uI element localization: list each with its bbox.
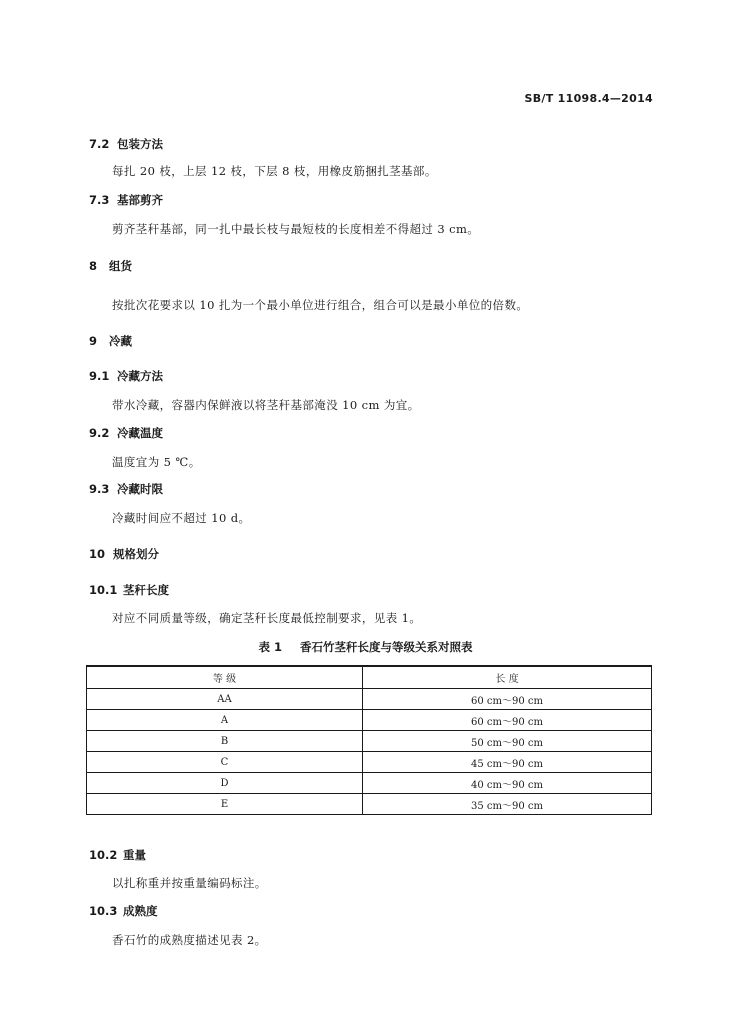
cell-length: 45 cm～90 cm xyxy=(363,752,652,773)
section-number: 9.1 xyxy=(89,369,110,383)
table-caption xyxy=(0,639,731,655)
section-body-9-2: 温度宜为 5 ℃。 xyxy=(112,455,201,469)
cell-grade: A xyxy=(87,710,363,731)
section-title: 组货 xyxy=(109,259,132,273)
section-body-7-2: 每扎 20 枝，上层 12 枝，下层 8 枝，用橡皮筋捆扎茎基部。 xyxy=(112,164,437,178)
section-number: 10.3 xyxy=(89,904,118,918)
section-body-10-2: 以扎称重并按重量编码标注。 xyxy=(112,876,267,890)
cell-grade: C xyxy=(87,752,363,773)
section-title: 冷藏 xyxy=(109,334,132,348)
section-title: 冷藏温度 xyxy=(117,426,163,440)
section-number: 8 xyxy=(89,259,98,273)
section-body-10-1: 对应不同质量等级，确定茎秆长度最低控制要求，见表 1。 xyxy=(112,611,422,625)
cell-length: 40 cm～90 cm xyxy=(363,773,652,794)
table-header-row xyxy=(87,666,652,689)
section-title: 规格划分 xyxy=(113,547,159,561)
table-row xyxy=(87,752,652,773)
section-body-8: 按批次花要求以 10 扎为一个最小单位进行组合，组合可以是最小单位的倍数。 xyxy=(112,298,529,312)
section-heading-10-3 xyxy=(89,903,158,919)
cell-grade: B xyxy=(87,731,363,752)
cell-length: 50 cm～90 cm xyxy=(363,731,652,752)
table-row xyxy=(87,689,652,710)
section-body-9-3: 冷藏时间应不超过 10 d。 xyxy=(112,511,251,525)
section-number: 7.2 xyxy=(89,137,110,151)
section-heading-9-2 xyxy=(89,425,163,441)
section-title: 基部剪齐 xyxy=(117,193,163,207)
standard-code: SB/T 11098.4—2014 xyxy=(524,92,653,105)
section-body-10-3: 香石竹的成熟度描述见表 2。 xyxy=(112,933,267,947)
section-heading-10-2 xyxy=(89,847,146,863)
header-length: 长 度 xyxy=(363,666,652,689)
section-heading-9-3 xyxy=(89,481,163,497)
section-title: 冷藏方法 xyxy=(117,369,163,383)
section-body-7-3: 剪齐茎秆基部，同一扎中最长枝与最短枝的长度相差不得超过 3 cm。 xyxy=(112,222,480,236)
table-row xyxy=(87,710,652,731)
section-number: 10 xyxy=(89,547,106,561)
table-row xyxy=(87,794,652,815)
cell-grade: D xyxy=(87,773,363,794)
table-row xyxy=(87,731,652,752)
section-heading-9 xyxy=(89,333,132,349)
cell-grade: AA xyxy=(87,689,363,710)
grade-length-table xyxy=(86,665,652,815)
section-number: 10.1 xyxy=(89,583,118,597)
section-number: 9.3 xyxy=(89,482,110,496)
cell-length: 60 cm～90 cm xyxy=(363,689,652,710)
section-heading-10 xyxy=(89,546,159,562)
cell-grade: E xyxy=(87,794,363,815)
section-number: 9 xyxy=(89,334,98,348)
section-title: 成熟度 xyxy=(123,904,158,918)
table-caption-label: 表 1 xyxy=(258,640,282,654)
cell-length: 35 cm～90 cm xyxy=(363,794,652,815)
section-heading-9-1 xyxy=(89,368,163,384)
section-number: 10.2 xyxy=(89,848,118,862)
section-title: 包装方法 xyxy=(117,137,163,151)
section-number: 7.3 xyxy=(89,193,110,207)
section-heading-8 xyxy=(89,258,132,274)
section-title: 茎秆长度 xyxy=(123,583,169,597)
section-heading-7-2 xyxy=(89,136,163,152)
section-title: 冷藏时限 xyxy=(117,482,163,496)
table-caption-title: 香石竹茎秆长度与等级关系对照表 xyxy=(300,640,473,654)
section-body-9-1: 带水冷藏，容器内保鲜液以将茎秆基部淹没 10 cm 为宜。 xyxy=(112,398,420,412)
section-heading-10-1 xyxy=(89,582,169,598)
header-grade: 等 级 xyxy=(87,666,363,689)
table-row xyxy=(87,773,652,794)
section-number: 9.2 xyxy=(89,426,110,440)
section-title: 重量 xyxy=(123,848,146,862)
cell-length: 60 cm～90 cm xyxy=(363,710,652,731)
section-heading-7-3 xyxy=(89,192,163,208)
